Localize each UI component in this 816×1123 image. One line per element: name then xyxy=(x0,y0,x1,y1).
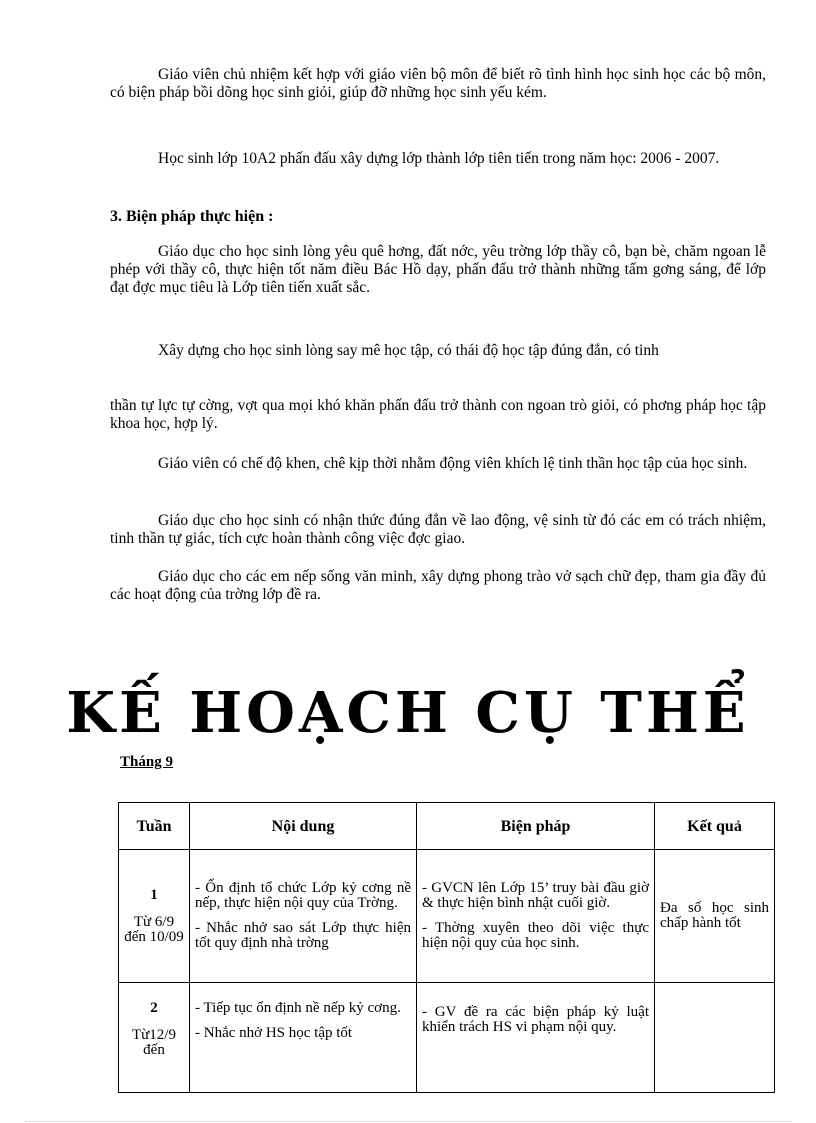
table-row xyxy=(119,850,775,983)
week-cell xyxy=(119,850,190,983)
content-item: - Nhắc nhở HS học tập tốt xyxy=(195,1025,353,1041)
page-bottom-divider xyxy=(25,1121,791,1122)
result-cell xyxy=(655,850,775,983)
table-row xyxy=(119,983,775,1093)
measures-cell xyxy=(417,983,655,1093)
header-measures: Biện pháp xyxy=(417,803,655,850)
week-cell xyxy=(119,983,190,1093)
content-item: - Tiếp tục ổn định nề nếp kỷ cơng. xyxy=(195,1000,401,1016)
header-content: Nội dung xyxy=(190,803,417,850)
month-label: Tháng 9 xyxy=(120,754,173,770)
content-item: - Ổn định tổ chức Lớp kỷ cơng nề nếp, thực hiện nội quy của Trờng. xyxy=(195,880,411,911)
header-result: Kết quả xyxy=(655,803,775,850)
week-number: 1 xyxy=(150,886,158,903)
measures-cell xyxy=(417,850,655,983)
result-text: Đa số học sinh chấp hành tốt xyxy=(660,900,769,931)
plan-table xyxy=(118,802,775,1093)
paragraph-intro-1: Giáo viên chủ nhiệm kết hợp với giáo viên bộ môn để biết rõ tình hình học sinh học các bộ môn, có biện pháp bồi dõng học sinh giỏi, giúp đỡ những học sinh yếu kém. xyxy=(110,66,766,101)
content-item: - Nhắc nhở sao sát Lớp thực hiện tốt quy định nhà trờng xyxy=(195,920,411,951)
content-cell xyxy=(190,983,417,1093)
paragraph-intro-2: Học sinh lớp 10A2 phấn đấu xây dựng lớp thành lớp tiên tiến trong năm học: 2006 - 2007. xyxy=(158,150,720,167)
section-3-paragraph-2: Xây dựng cho học sinh lòng say mê học tập, có thái độ học tập đúng đắn, có tinh xyxy=(158,342,659,359)
table-header-row xyxy=(119,803,775,850)
section-3-paragraph-6: Giáo dục cho các em nếp sống văn minh, xây dựng phong trào vở sạch chữ đẹp, tham gia đầy đủ các hoạt động của trờng lớp đề ra. xyxy=(110,568,766,603)
measure-item: - Thờng xuyên theo dõi việc thực hiện nội quy của học sinh. xyxy=(422,920,649,951)
content-cell xyxy=(190,850,417,983)
result-cell xyxy=(655,983,775,1093)
measure-item: - GVCN lên Lớp 15’ truy bài đầu giờ & thực hiện bình nhật cuối giờ. xyxy=(422,880,649,911)
measure-item: - GV đề ra các biện pháp kỷ luật khiển trách HS vi phạm nội quy. xyxy=(422,1004,649,1035)
header-week: Tuần xyxy=(119,803,190,850)
section-3-heading: 3. Biện pháp thực hiện : xyxy=(110,208,274,225)
section-3-paragraph-5: Giáo dục cho học sinh có nhận thức đúng đắn về lao động, vệ sinh từ đó các em có trách nhiệm, tinh thần tự giác, tích cực hoàn thành công việc đợc giao. xyxy=(110,512,766,547)
week-number: 2 xyxy=(150,1000,158,1016)
section-3-paragraph-1: Giáo dục cho học sinh lòng yêu quê hơng, đất nớc, yêu trờng lớp thầy cô, bạn bè, chăm ngoan lễ phép với thầy cô, thực hiện tốt năm điều Bác Hồ dạy, phấn đấu trở thành những tấm gơng sáng, để lớp đạt đợc mục tiêu là Lớp tiên tiến xuất sắc. xyxy=(110,243,766,296)
section-3-paragraph-4: Giáo viên có chế độ khen, chê kịp thời nhằm động viên khích lệ tinh thần học tập của học sinh. xyxy=(158,455,748,472)
week-dates: Từ 6/9 đến 10/09 xyxy=(124,913,184,945)
plan-title: KẾ HOẠCH CỤ THỂ xyxy=(66,680,750,746)
week-dates: Từ12/9 đến xyxy=(132,1027,176,1058)
section-3-paragraph-3: thần tự lực tự cờng, vợt qua mọi khó khăn phấn đấu trở thành con ngoan trò giỏi, có phơng pháp học tập khoa học, hợp lý. xyxy=(110,397,766,432)
